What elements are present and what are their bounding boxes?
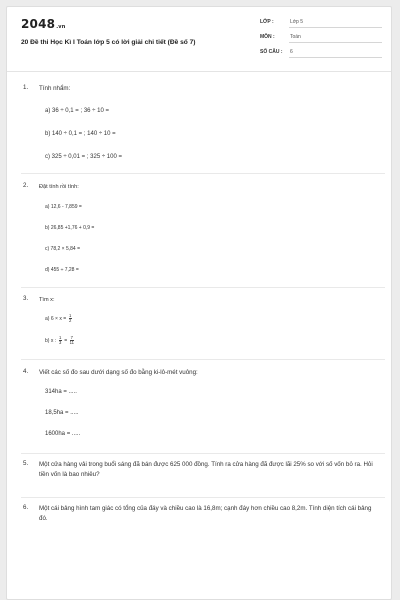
denominator: 3 xyxy=(59,340,62,346)
question-2-item-d: d) 455 ÷ 7,28 = xyxy=(45,267,79,273)
meta-value: Toán xyxy=(290,34,301,40)
question-number: 6. xyxy=(23,504,29,511)
question-3-item-b xyxy=(45,336,75,346)
site-logo[interactable] xyxy=(21,17,66,31)
numerator: 1 xyxy=(69,313,72,318)
meta-label: SỐ CÂU : xyxy=(260,49,283,55)
meta-label: MÔN : xyxy=(260,34,275,40)
question-divider xyxy=(21,287,385,288)
numerator: 7 xyxy=(70,335,73,340)
question-2-item-b: b) 26,85 +1,76 + 0,9 = xyxy=(45,225,95,231)
document-page xyxy=(6,6,392,600)
question-text: Viết các số đo sau dưới dạng số đo bằng ki-lô-mét vuông: xyxy=(39,369,198,376)
question-text: Tính nhẩm: xyxy=(39,85,71,92)
question-text: Tìm x: xyxy=(39,297,55,303)
fraction xyxy=(70,336,74,346)
question-number: 2. xyxy=(23,182,29,189)
meta-underline xyxy=(289,42,382,43)
meta-value: Lớp 5 xyxy=(290,19,304,25)
fraction xyxy=(59,336,62,346)
question-4-item-3: 1600ha = ..... xyxy=(45,431,81,437)
question-divider xyxy=(21,497,385,498)
fraction xyxy=(69,314,72,324)
question-divider xyxy=(21,173,385,174)
question-number: 5. xyxy=(23,460,29,467)
denominator: 11 xyxy=(69,340,74,346)
logo-text: 2048 xyxy=(21,17,56,31)
equation-text: a) 6 × x = xyxy=(45,316,67,323)
question-1-item-a: a) 36 ÷ 0,1 = ; 36 ÷ 10 = xyxy=(45,108,109,114)
question-number: 4. xyxy=(23,368,29,375)
question-2-item-c: c) 78,2 × 5,84 = xyxy=(45,246,81,252)
question-text: Một cái bảng hình tam giác có tổng của đáy và chiều cao là 16,8m; cạnh đáy hơn chiều cao 8,2m. Tính diện tích cái bảng đó. xyxy=(39,505,372,522)
equation-text: b) x : xyxy=(45,338,57,345)
meta-label: LỚP : xyxy=(260,19,274,25)
question-3-item-a xyxy=(45,314,73,324)
question-4-item-1: 314ha = ..... xyxy=(45,389,77,395)
document-title: 20 Đề thi Học Kì I Toán lớp 5 có lời giải chi tiết (Đề số 7) xyxy=(21,39,196,46)
question-text: Đặt tính rồi tính: xyxy=(39,184,79,190)
question-text: Một cửa hàng vải trong buổi sáng đã bán được 625 000 đồng. Tính ra cửa hàng đã được lãi 25% so với số vốn bỏ ra. Hỏi tiền vốn là bao nhiêu? xyxy=(39,461,373,478)
question-1-item-b: b) 140 ÷ 0,1 = ; 140 ÷ 10 = xyxy=(45,131,116,137)
question-number: 1. xyxy=(23,84,29,91)
numerator: 1 xyxy=(59,335,62,340)
question-number: 3. xyxy=(23,295,29,302)
question-4-item-2: 18,5ha = ..... xyxy=(45,410,79,416)
question-2-item-a: a) 12,6 - 7,859 = xyxy=(45,204,82,210)
denominator: 2 xyxy=(69,318,72,324)
logo-tld: .vn xyxy=(56,24,66,30)
question-1-item-c: c) 325 ÷ 0,01 = ; 325 ÷ 100 = xyxy=(45,154,122,160)
equals-sign: = xyxy=(64,338,68,345)
meta-underline xyxy=(289,57,382,58)
header-divider xyxy=(7,71,391,72)
meta-underline xyxy=(289,27,382,28)
question-divider xyxy=(21,359,385,360)
meta-value: 6 xyxy=(290,49,293,55)
question-divider xyxy=(21,453,385,454)
